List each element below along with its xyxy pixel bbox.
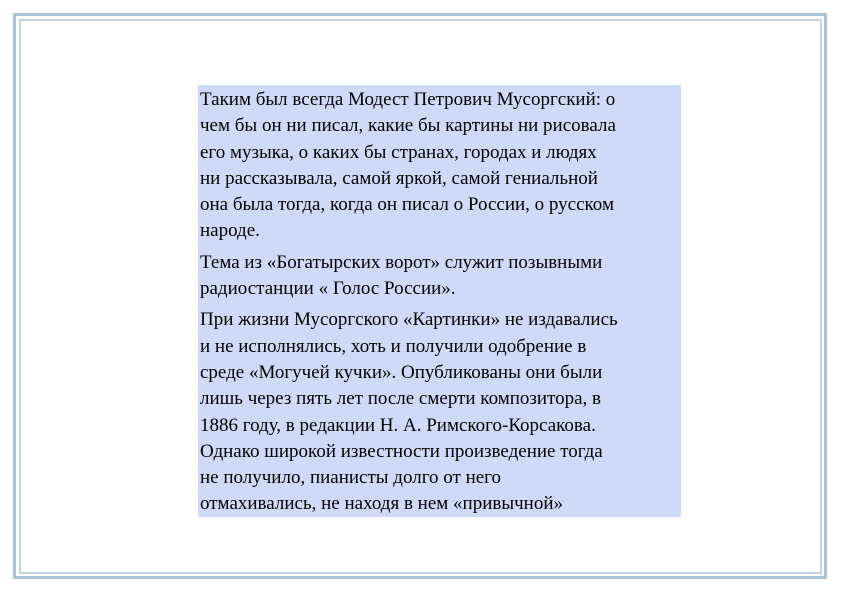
paragraph-1 xyxy=(200,87,681,245)
paragraph-3 xyxy=(200,307,681,517)
text-line: 1886 году, в редакции Н. А. Римского-Корсакова. xyxy=(200,414,596,436)
paragraph-2 xyxy=(200,250,681,303)
text-line: радиостанции « Голос России». xyxy=(200,278,456,300)
text-line: она была тогда, когда он писал о России, о русском xyxy=(200,194,614,216)
text-line: его музыка, о каких бы странах, городах и людях xyxy=(200,141,597,163)
text-line: лишь через пять лет после смерти композитора, в xyxy=(200,388,602,410)
text-line: ни рассказывала, самой яркой, самой гениальной xyxy=(200,167,598,189)
text-line: не получило, пианисты долго от него xyxy=(200,467,502,489)
text-box xyxy=(198,85,681,517)
text-line: Однако широкой известности произведение тогда xyxy=(200,440,603,462)
text-line: При жизни Мусоргского «Картинки» не издавались xyxy=(200,309,618,331)
text-line: среде «Могучей кучки». Опубликованы они были xyxy=(200,361,603,383)
text-line: народе. xyxy=(200,220,260,242)
text-line: чем бы он ни писал, какие бы картины ни рисовала xyxy=(200,115,616,137)
text-line: отмахивались, не находя в нем «привычной» xyxy=(200,493,564,515)
text-line: Таким был всегда Модест Петрович Мусоргский: о xyxy=(200,89,616,110)
text-line: Тема из «Богатырских ворот» служит позывными xyxy=(200,251,603,273)
text-line: и не исполнялись, хоть и получили одобрение в xyxy=(200,335,587,357)
